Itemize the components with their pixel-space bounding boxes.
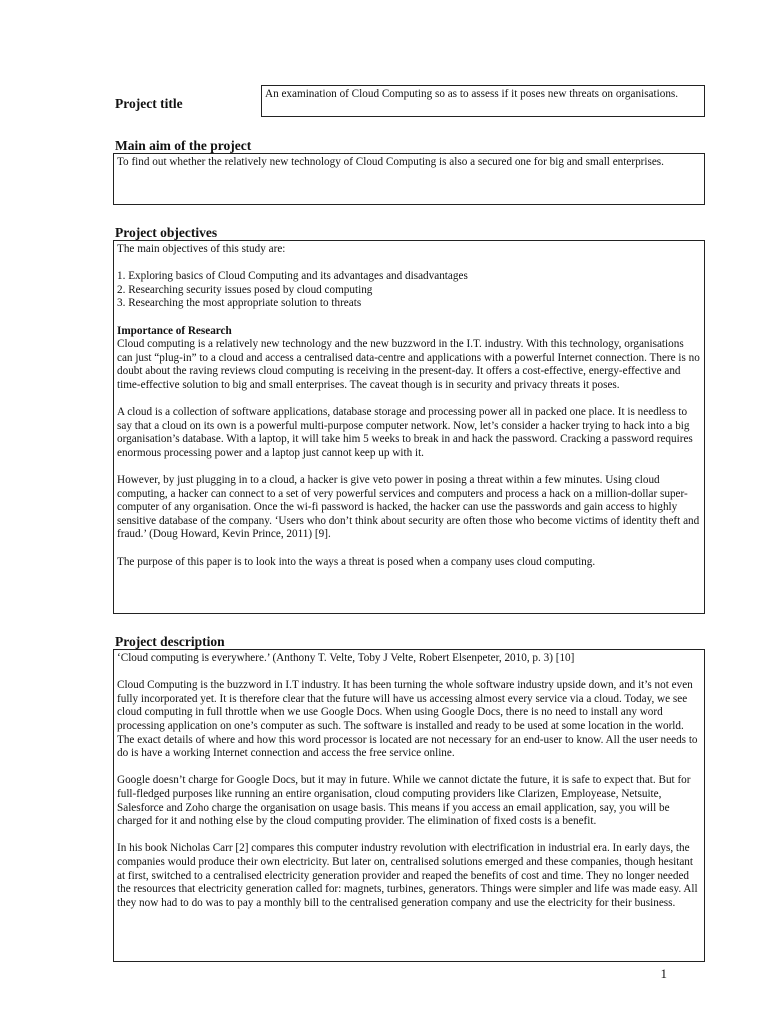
main-aim-text: To find out whether the relatively new technology of Cloud Computing is also a secured one for big and small enterprises.: [117, 156, 664, 168]
importance-paragraph: A cloud is a collection of software applications, database storage and processing power all in packed one place. It is needless to say that a cloud on its own is a powerful multi-purpose computer network. Now, let’s consider a hacker trying to hack into a big organisation’s database. With a laptop, it will take him 5 weeks to break in and hack the password. Cracking a password requires enormous processing power and a laptop just cannot keep up with it.: [117, 406, 693, 459]
objectives-label: Project objectives: [115, 225, 218, 240]
description-paragraph: Google doesn’t charge for Google Docs, but it may in future. While we cannot dictate the future, it is safe to expect that. But for full-fledged purposes like running an entire organisation, cloud computing providers like Clarizen, Employease, Netsuite, Salesforce and Zoho charge the organisation on usage basis. This means if you access an email application, say, you will be charged for it and nothing else by the cloud computing provider. The elimination of fixed costs is a benefit.: [117, 774, 691, 828]
description-paragraph: Cloud Computing is the buzzword in I.T industry. It has been turning the whole software industry upside down, and it’s not even fully incorporated yet. It is therefore clear that the future will have us accessing almost every service via a cloud. Today, we see cloud computing in full throttle when we use Google Docs. When using Google Docs, there is no need to install any word processing application on one’s computer as such. The software is installed and ready to be used at some location in the world. The exact details of where and how this word processor is located are not necessary for an end-user to know. All the user needs to do is have a working Internet connection and access the free service online.: [117, 679, 698, 760]
importance-paragraph: The purpose of this paper is to look into the ways a threat is posed when a company uses cloud computing.: [117, 555, 596, 568]
importance-heading: Importance of Research: [117, 324, 232, 337]
importance-paragraph: However, by just plugging in to a cloud, a hacker is give veto power in posing a threat within a few minutes. Using cloud computing, a hacker can connect to a set of very powerful services and computers and process a hack on a million-dollar super-computer of any organisation. Once the wi-fi password is hacked, the hacker can use the passwords and gain access to highly sensitive database of the company. ‘Users who don’t think about security are often those who become victims of identity theft and fraud.’ (Doug Howard, Kevin Prince, 2011) [9].: [117, 474, 700, 541]
description-label: Project description: [115, 634, 225, 649]
page-number: 1: [660, 966, 667, 981]
description-paragraph: ‘Cloud computing is everywhere.’ (Anthony T. Velte, Toby J Velte, Robert Elsenpeter, 2010, p. 3) [10]: [117, 652, 575, 664]
main-aim-box: [113, 153, 705, 205]
objectives-box: [113, 240, 705, 614]
project-title-value: An examination of Cloud Computing so as to assess if it poses new threats on organisations.: [265, 88, 679, 100]
description-paragraph: In his book Nicholas Carr [2] compares this computer industry revolution with electrification in industrial era. In early days, the companies would produce their own electricity. But later on, centralised solutions emerged and these companies, though hesitant at first, switched to a centralised electricity generation provider and reaped the benefits of cost and time. They no longer needed the resources that electricity generation called for: magnets, turbines, generators. Things were simpler and life was made easy. All they now had to do was to pay a monthly bill to the centralised generation company and use the electricity for their business.: [117, 842, 698, 909]
description-box: [113, 649, 705, 962]
project-title-box: [261, 85, 705, 117]
objectives-intro: The main objectives of this study are:: [117, 243, 286, 255]
objective-item: 3. Researching the most appropriate solution to threats: [117, 297, 362, 310]
main-aim-label: Main aim of the project: [115, 138, 252, 153]
importance-paragraph: Cloud computing is a relatively new technology and the new buzzword in the I.T. industry. With this technology, organisations can just “plug-in” to a cloud and access a centralised data-centre and applications with a powerful Internet connection. There is no doubt about the raving reviews cloud computing is receiving in the present-day. It offers a cost-effective, energy-effective and time-effective solution to big and small enterprises. The caveat though is in security and privacy threats it poses.: [117, 338, 700, 391]
objective-item: 1. Exploring basics of Cloud Computing and its advantages and disadvantages: [117, 270, 468, 283]
objective-item: 2. Researching security issues posed by cloud computing: [117, 283, 373, 296]
project-title-label: Project title: [115, 96, 183, 111]
